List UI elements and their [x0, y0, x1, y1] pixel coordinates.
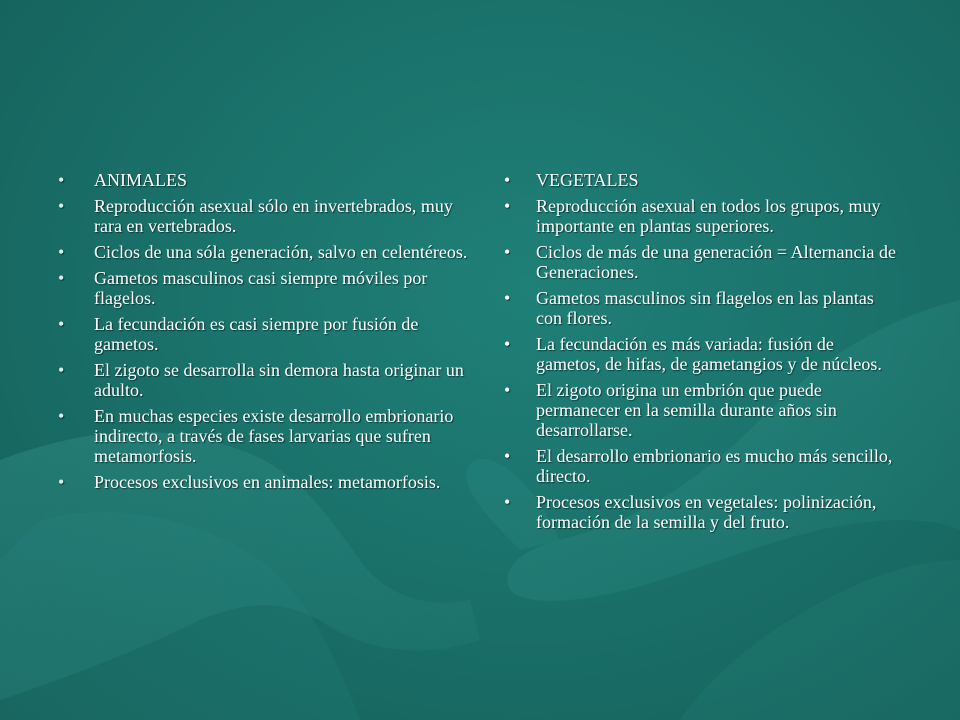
list-item — [500, 170, 900, 190]
list-item — [58, 242, 478, 262]
list-item — [500, 492, 900, 532]
list-item — [500, 446, 900, 486]
list-item — [58, 268, 478, 308]
bullet-icon: • — [504, 242, 511, 262]
list-item — [58, 472, 478, 492]
list-item-text: Gametos masculinos sin flagelos en las plantas con flores. — [536, 288, 874, 328]
list-item-text: El desarrollo embrionario es mucho más sencillo, directo. — [536, 446, 893, 486]
list-item-text: Reproducción asexual en todos los grupos, muy importante en plantas superiores. — [536, 196, 881, 236]
bullet-icon: • — [58, 406, 65, 426]
list-item-text: La fecundación es más variada: fusión de gametos, de hifas, de gametangios y de núcleos. — [536, 334, 882, 374]
list-item-text: En muchas especies existe desarrollo embrionario indirecto, a través de fases larvarias que sufren metamorfosis. — [94, 406, 454, 466]
bullet-icon: • — [58, 170, 65, 190]
bullet-icon: • — [504, 446, 511, 466]
list-item-text: La fecundación es casi siempre por fusión de gametos. — [94, 314, 419, 354]
bullet-icon: • — [504, 492, 511, 512]
list-item-text: Procesos exclusivos en vegetales: polinización, formación de la semilla y del fruto. — [536, 492, 877, 532]
list-item-text: El zigoto origina un embrión que puede permanecer en la semilla durante años sin desarrollarse. — [536, 380, 837, 440]
bullet-icon: • — [58, 242, 65, 262]
list-item — [500, 242, 900, 282]
bullet-icon: • — [58, 472, 65, 492]
list-item-text: ANIMALES — [94, 170, 187, 190]
list-item-text: Ciclos de más de una generación = Alternancia de Generaciones. — [536, 242, 897, 282]
list-item — [58, 360, 478, 400]
list-item — [58, 196, 478, 236]
list-item-text: El zigoto se desarrolla sin demora hasta originar un adulto. — [94, 360, 464, 400]
list-item — [500, 380, 900, 440]
left-column-animales — [58, 170, 478, 498]
bullet-icon: • — [58, 314, 65, 334]
bullet-icon: • — [504, 288, 511, 308]
list-item-text: Gametos masculinos casi siempre móviles por flagelos. — [94, 268, 428, 308]
bullet-icon: • — [504, 170, 511, 190]
bullet-icon: • — [58, 360, 65, 380]
left-bullet-list — [58, 170, 478, 492]
bullet-icon: • — [58, 196, 65, 216]
right-bullet-list — [500, 170, 900, 532]
list-item-text: Ciclos de una sóla generación, salvo en celentéreos. — [94, 242, 468, 262]
list-item — [58, 406, 478, 466]
right-column-vegetales — [500, 170, 900, 538]
list-item — [500, 334, 900, 374]
bullet-icon: • — [504, 196, 511, 216]
list-item — [500, 288, 900, 328]
bullet-icon: • — [504, 334, 511, 354]
list-item — [58, 314, 478, 354]
bullet-icon: • — [504, 380, 511, 400]
list-item-text: Procesos exclusivos en animales: metamorfosis. — [94, 472, 441, 492]
list-item — [500, 196, 900, 236]
list-item-text: VEGETALES — [536, 170, 639, 190]
list-item-text: Reproducción asexual sólo en invertebrados, muy rara en vertebrados. — [94, 196, 453, 236]
list-item — [58, 170, 478, 190]
bullet-icon: • — [58, 268, 65, 288]
